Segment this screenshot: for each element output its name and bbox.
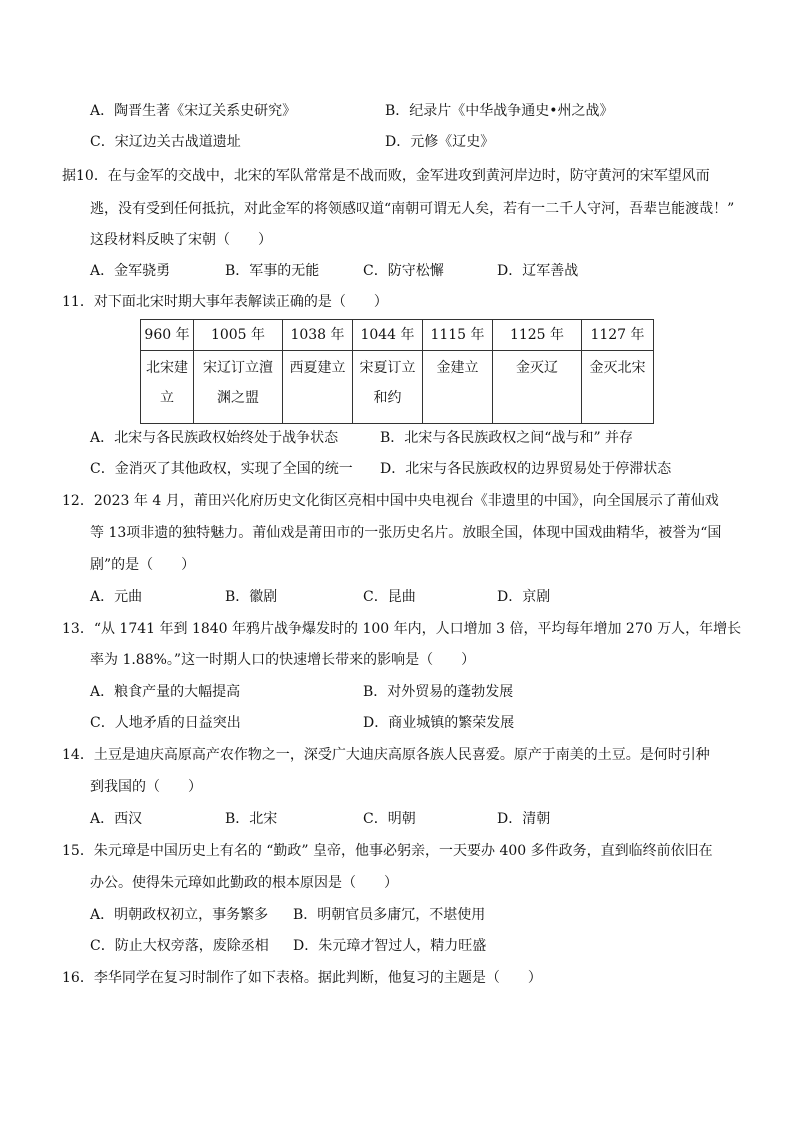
q13-option-d: D．商业城镇的繁荣发展 [363, 715, 515, 731]
q11-option-a: A．北宋与各民族政权始终处于战争状态 [90, 430, 339, 446]
timeline-table [140, 319, 654, 424]
q10-stem-line-3: 这段材料反映了宋朝（ ） [90, 232, 272, 248]
timeline-year-row [141, 320, 654, 351]
q14-option-a: A．西汉 [90, 811, 143, 827]
event-line: 宋辽订立澶 [203, 360, 273, 376]
q10-option-b: B．军事的无能 [225, 263, 320, 279]
timeline-event-cell [493, 351, 582, 424]
timeline-year-cell: 1044 年 [353, 320, 423, 351]
timeline-event-cell [283, 351, 353, 424]
q12-stem-line-2: 等 13项非遗的独特魅力。莆仙戏是莆田市的一张历史名片。放眼全国，体现中国戏曲精华，被誉为“国 [90, 525, 722, 541]
timeline-year-cell: 1038 年 [283, 320, 353, 351]
q15-option-d: D．朱元璋才智过人，精力旺盛 [293, 938, 487, 954]
event-line: 和约 [373, 390, 402, 406]
timeline-year-cell: 1127 年 [582, 320, 654, 351]
q11-option-c: C．金消灭了其他政权，实现了全国的统一 [90, 461, 353, 477]
q15-option-c: C．防止大权旁落，废除丞相 [90, 938, 269, 954]
q16-stem: 16．李华同学在复习时制作了如下表格。据此判断，他复习的主题是（ ） [62, 970, 542, 986]
timeline-year-cell: 1115 年 [423, 320, 493, 351]
timeline-event-row [141, 351, 654, 424]
q13-stem-line-1: 13．“从 1741 年到 1840 年鸦片战争爆发时的 100 年内，人口增加 3 倍，平均每年增加 270 万人，年增长 [62, 621, 742, 637]
q13-option-a: A．粮食产量的大幅提高 [90, 684, 241, 700]
timeline-event-cell [194, 351, 283, 424]
q12-option-b: B．徽剧 [225, 589, 278, 605]
timeline-year-cell: 1125 年 [493, 320, 582, 351]
q14-option-d: D．清朝 [497, 811, 551, 827]
event-line: 立 [160, 390, 174, 406]
q13-stem-line-2: 率为 1.88%。”这一时期人口的快速增长带来的影响是（ ） [90, 652, 476, 668]
timeline-event-cell [141, 351, 194, 424]
timeline-event-cell [423, 351, 493, 424]
q15-option-b: B．明朝官员多庸冗，不堪使用 [293, 907, 486, 923]
q10-option-d: D．辽军善战 [497, 263, 579, 279]
q15-option-a: A．明朝政权初立，事务繁多 [90, 907, 269, 923]
timeline-event-cell [582, 351, 654, 424]
q13-option-b: B．对外贸易的蓬勃发展 [363, 684, 514, 700]
q15-stem-line-2: 办公。使得朱元璋如此勤政的根本原因是（ ） [90, 875, 398, 891]
event-line: 北宋建 [146, 360, 188, 376]
q14-stem-line-2: 到我国的（ ） [90, 779, 202, 795]
q9-option-c: C．宋辽边关古战道遗址 [90, 134, 241, 150]
q13-option-c: C．人地矛盾的日益突出 [90, 715, 241, 731]
timeline-year-cell: 960 年 [141, 320, 194, 351]
q12-option-c: C．昆曲 [363, 589, 416, 605]
q11-stem: 11．对下面北宋时期大事年表解读正确的是（ ） [62, 294, 388, 310]
q12-stem-line-3: 剧”的是（ ） [90, 557, 196, 573]
event-line: 西夏建立 [289, 360, 346, 376]
event-line: 宋夏订立 [359, 360, 416, 376]
q15-stem-line-1: 15．朱元璋是中国历史上有名的 “勤政” 皇帝，他事必躬亲，一天要办 400 多件政务，直到临终前依旧在 [62, 843, 713, 859]
q11-option-d: D．北宋与各民族政权的边界贸易处于停滞状态 [380, 461, 672, 477]
q10-stem-line-2: 逃，没有受到任何抵抗，对此金军的将领感叹道“南朝可谓无人矣，若有一二千人守河，吾辈岂能渡哉！” [90, 201, 735, 217]
q10-option-a: A．金军骁勇 [90, 263, 171, 279]
q12-option-d: D．京剧 [497, 589, 551, 605]
q12-option-a: A．元曲 [90, 589, 143, 605]
q10-option-c: C．防守松懈 [363, 263, 444, 279]
q9-option-d: D．元修《辽史》 [385, 134, 495, 150]
timeline-year-cell: 1005 年 [194, 320, 283, 351]
q14-option-b: B．北宋 [225, 811, 278, 827]
q12-stem-line-1: 12．2023 年 4 月，莆田兴化府历史文化街区亮相中国中央电视台《非遗里的中国》，向全国展示了莆仙戏 [62, 493, 719, 509]
event-line: 渊之盟 [217, 390, 259, 406]
event-line: 金灭北宋 [589, 360, 646, 376]
q9-option-a: A．陶晋生著《宋辽关系史研究》 [90, 103, 297, 119]
q9-option-b: B．纪录片《中华战争通史•州之战》 [385, 103, 614, 119]
q10-stem-line-1: 据10．在与金军的交战中，北宋的军队常常是不战而败，金军进攻到黄河岸边时，防守黄河的宋军望风而 [62, 168, 710, 184]
q14-stem-line-1: 14．土豆是迪庆高原高产农作物之一，深受广大迪庆高原各族人民喜爱。原产于南美的土豆。是何时引种 [62, 747, 710, 763]
event-line: 金灭辽 [516, 360, 558, 376]
event-line: 金建立 [436, 360, 479, 376]
q14-option-c: C．明朝 [363, 811, 416, 827]
q11-option-b: B．北宋与各民族政权之间“战与和” 并存 [380, 430, 634, 446]
timeline-event-cell [353, 351, 423, 424]
